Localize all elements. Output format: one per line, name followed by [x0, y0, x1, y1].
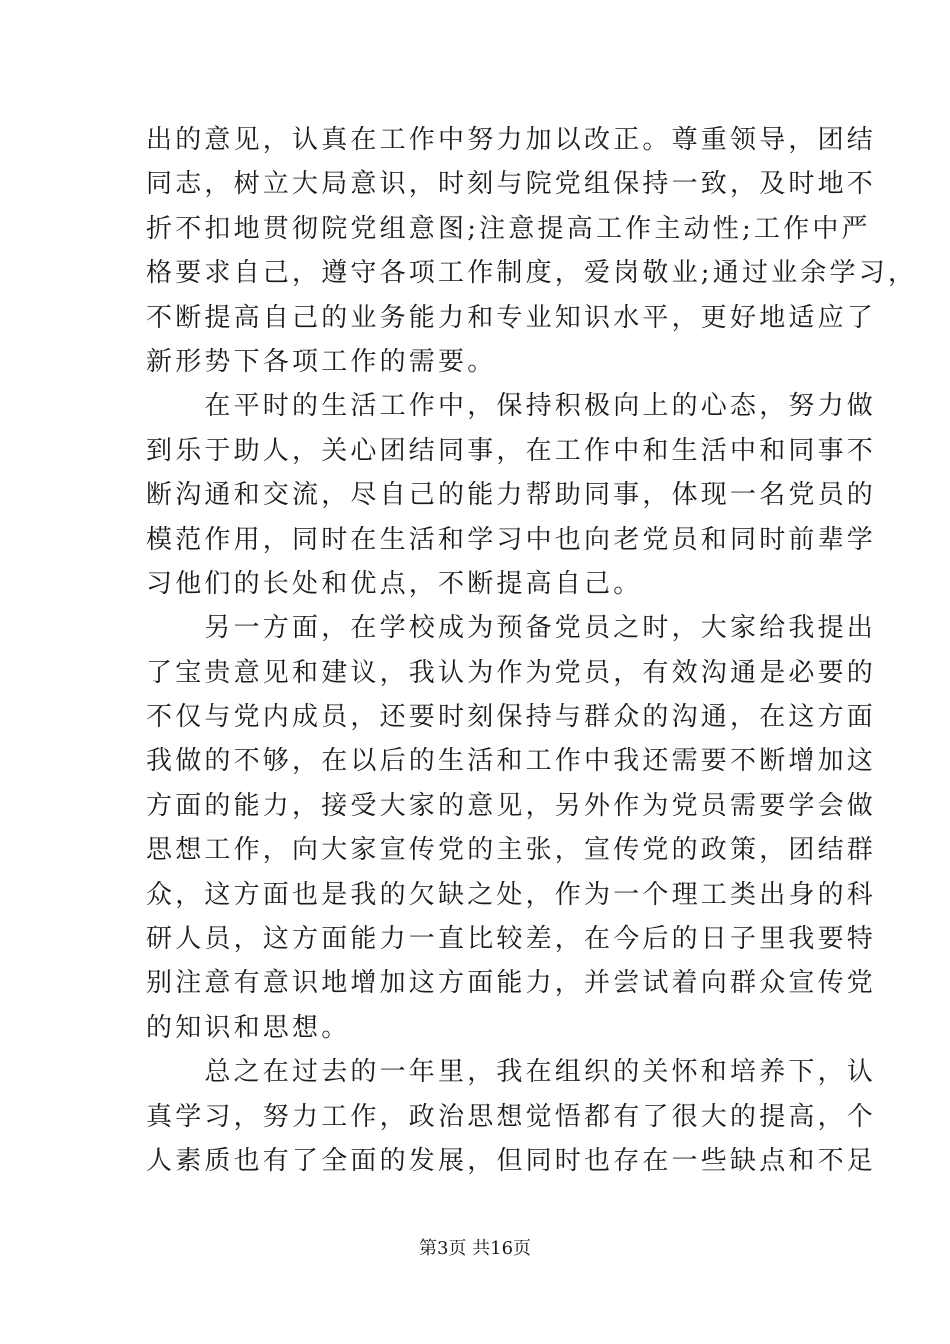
- text-line: 折不扣地贯彻院党组意图;注意提高工作主动性;工作中严: [146, 213, 871, 244]
- text-line: 新形势下各项工作的需要。: [146, 346, 497, 377]
- text-line: 习他们的长处和优点，不断提高自己。: [146, 568, 643, 599]
- text-line: 别注意有意识地增加这方面能力，并尝试着向群众宣传党: [146, 968, 877, 999]
- text-line: 在平时的生活工作中，保持积极向上的心态，努力做: [146, 391, 877, 422]
- text-line: 不断提高自己的业务能力和专业知识水平，更好地适应了: [146, 302, 877, 333]
- text-line: 同志，树立大局意识，时刻与院党组保持一致，及时地不: [146, 169, 877, 200]
- text-line: 出的意见，认真在工作中努力加以改正。尊重领导，团结: [146, 125, 877, 155]
- text-line: 人素质也有了全面的发展，但同时也存在一些缺点和不足: [146, 1145, 877, 1176]
- text-line: 到乐于助人，关心团结同事，在工作中和生活中和同事不: [146, 435, 877, 466]
- text-line: 断沟通和交流，尽自己的能力帮助同事，体现一名党员的: [146, 480, 877, 511]
- page-number: 第3页 共16页: [418, 1238, 532, 1259]
- text-line: 的知识和思想。: [146, 1012, 351, 1043]
- text-line: 不仅与党内成员，还要时刻保持与群众的沟通，在这方面: [146, 702, 877, 733]
- text-line: 我做的不够，在以后的生活和工作中我还需要不断增加这: [146, 746, 877, 777]
- document-body: [146, 118, 918, 1183]
- text-line: 总之在过去的一年里，我在组织的关怀和培养下，认: [146, 1057, 877, 1088]
- text-line: 真学习，努力工作，政治思想觉悟都有了很大的提高，个: [146, 1101, 877, 1132]
- page-footer: [0, 1237, 950, 1261]
- text-line: 众，这方面也是我的欠缺之处，作为一个理工类出身的科: [146, 879, 877, 910]
- text-line: 研人员，这方面能力一直比较差，在今后的日子里我要特: [146, 924, 877, 955]
- text-line: 另一方面，在学校成为预备党员之时，大家给我提出: [146, 613, 877, 644]
- text-line: 格要求自己，遵守各项工作制度，爱岗敬业;通过业余学习，: [146, 258, 918, 289]
- text-line: 模范作用，同时在生活和学习中也向老党员和同时前辈学: [146, 524, 877, 555]
- text-line: 思想工作，向大家宣传党的主张，宣传党的政策，团结群: [146, 835, 877, 866]
- text-line: 方面的能力，接受大家的意见，另外作为党员需要学会做: [146, 790, 877, 821]
- text-line: 了宝贵意见和建议，我认为作为党员，有效沟通是必要的: [146, 657, 877, 688]
